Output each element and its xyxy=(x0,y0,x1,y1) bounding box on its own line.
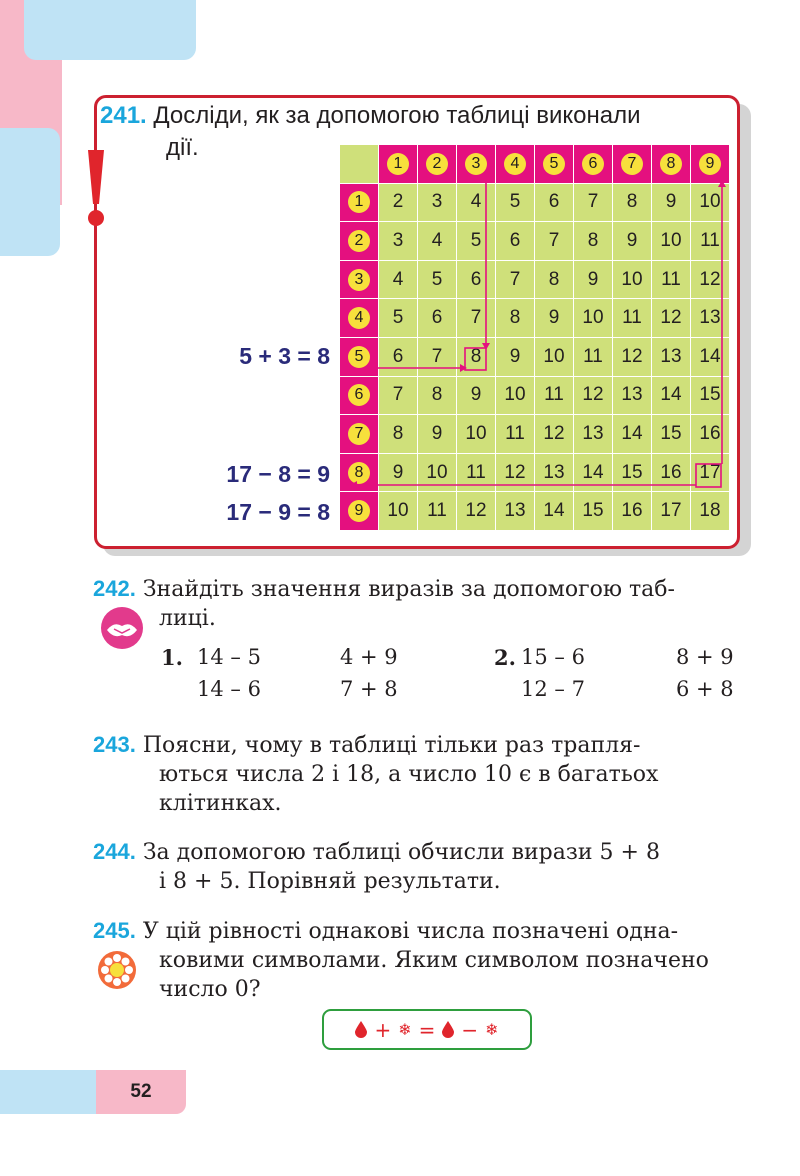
table-cell: 16 xyxy=(613,492,652,531)
table-cell: 13 xyxy=(574,415,613,454)
drop-icon xyxy=(355,1021,367,1038)
table-cell: 10 xyxy=(652,222,691,261)
table-cell: 5 xyxy=(457,222,496,261)
task-244-line: і 8 + 5. Порівняй результати. xyxy=(159,869,501,894)
task-242-line1: Знайдіть значення виразів за допомогою таб- xyxy=(142,577,675,602)
table-cell: 2 xyxy=(379,184,418,223)
table-cell: 11 xyxy=(691,222,730,261)
table-cell: 5 xyxy=(496,184,535,223)
header-number: 1 xyxy=(348,191,370,213)
table-cell: 3 xyxy=(418,184,457,223)
table-cell: 9 xyxy=(652,184,691,223)
task-241-line2: дії. xyxy=(166,134,199,161)
expression: 15 – 6 xyxy=(521,645,585,669)
equation-2: 17 − 8 = 9 xyxy=(226,461,330,487)
table-cell: 11 xyxy=(457,454,496,493)
equals-sign: = xyxy=(418,1017,436,1042)
table-cell: 9 xyxy=(574,261,613,300)
task-243-line: клітинках. xyxy=(159,791,282,816)
task-243-line: ються числа 2 і 18, а число 10 є в багатьох xyxy=(159,762,659,787)
row-header xyxy=(340,415,379,454)
table-cell: 16 xyxy=(691,415,730,454)
table-cell: 4 xyxy=(379,261,418,300)
plus-sign: + xyxy=(374,1017,392,1042)
table-cell: 15 xyxy=(574,492,613,531)
header-number: 1 xyxy=(387,153,409,175)
table-cell: 16 xyxy=(652,454,691,493)
table-cell: 14 xyxy=(691,338,730,377)
header-number: 9 xyxy=(348,500,370,522)
part-2-label: 2. xyxy=(494,645,516,670)
table-cell: 5 xyxy=(379,299,418,338)
header-number: 7 xyxy=(621,153,643,175)
task-244-line: За допомогою таблиці обчисли вирази 5 + 8 xyxy=(142,840,660,865)
table-cell: 11 xyxy=(574,338,613,377)
header-number: 5 xyxy=(348,346,370,368)
table-cell: 11 xyxy=(496,415,535,454)
row-header xyxy=(340,184,379,223)
table-cell: 6 xyxy=(496,222,535,261)
task-245-line: У цій рівності однакові числа позначені одна- xyxy=(142,919,679,944)
header-number: 2 xyxy=(426,153,448,175)
task-243-line: Поясни, чому в таблиці тільки раз трапля- xyxy=(142,733,641,758)
table-cell: 5 xyxy=(418,261,457,300)
part-1-label: 1. xyxy=(161,645,183,670)
task-242-text xyxy=(93,574,753,633)
task-number: 244. xyxy=(93,839,136,864)
column-header xyxy=(496,145,535,184)
table-cell: 12 xyxy=(652,299,691,338)
table-cell: 12 xyxy=(691,261,730,300)
page-number: 52 xyxy=(130,1081,152,1102)
table-cell: 7 xyxy=(574,184,613,223)
task-245-line: ковими символами. Яким символом позначено xyxy=(159,948,709,973)
row-header xyxy=(340,492,379,531)
header-number: 8 xyxy=(660,153,682,175)
table-cell: 6 xyxy=(379,338,418,377)
header-number: 7 xyxy=(348,423,370,445)
table-cell: 7 xyxy=(457,299,496,338)
task-242-line2: лиці. xyxy=(159,606,216,631)
table-cell: 10 xyxy=(613,261,652,300)
header-number: 4 xyxy=(504,153,526,175)
table-cell: 10 xyxy=(379,492,418,531)
addition-table xyxy=(340,145,730,531)
table-cell: 12 xyxy=(613,338,652,377)
table-cell: 8 xyxy=(379,415,418,454)
task-243-text xyxy=(93,730,753,818)
table-cell: 8 xyxy=(574,222,613,261)
table-cell: 7 xyxy=(535,222,574,261)
table-cell: 12 xyxy=(457,492,496,531)
task-number: 241. xyxy=(100,102,147,129)
row-header xyxy=(340,454,379,493)
table-cell: 3 xyxy=(379,222,418,261)
table-cell: 10 xyxy=(535,338,574,377)
row-header xyxy=(340,261,379,300)
table-cell: 10 xyxy=(691,184,730,223)
header-number: 8 xyxy=(348,462,370,484)
header-number: 6 xyxy=(582,153,604,175)
table-cell: 14 xyxy=(613,415,652,454)
column-header xyxy=(652,145,691,184)
table-cell: 18 xyxy=(691,492,730,531)
table-cell: 13 xyxy=(535,454,574,493)
table-cell: 17 xyxy=(691,454,730,493)
table-cell: 15 xyxy=(691,377,730,416)
table-cell: 15 xyxy=(652,415,691,454)
task-244-text xyxy=(93,837,753,896)
task-245-text xyxy=(93,916,753,1004)
table-cell: 14 xyxy=(535,492,574,531)
table-cell: 10 xyxy=(457,415,496,454)
row-header xyxy=(340,377,379,416)
table-cell: 8 xyxy=(613,184,652,223)
row-header xyxy=(340,299,379,338)
header-number: 9 xyxy=(699,153,721,175)
task-number: 243. xyxy=(93,732,136,757)
table-cell: 13 xyxy=(496,492,535,531)
drop-icon xyxy=(442,1021,454,1038)
table-cell: 8 xyxy=(535,261,574,300)
table-cell: 8 xyxy=(457,338,496,377)
expression: 14 – 5 xyxy=(197,645,261,669)
decor-blue-tab-side xyxy=(0,128,60,256)
task-241-line1: Досліди, як за допомогою таблиці виконали xyxy=(153,102,641,129)
minus-sign: − xyxy=(461,1017,479,1042)
table-cell: 6 xyxy=(418,299,457,338)
table-cell: 11 xyxy=(418,492,457,531)
table-cell: 4 xyxy=(418,222,457,261)
snowflake-icon: ❄ xyxy=(485,1020,499,1039)
expression: 4 + 9 xyxy=(340,645,398,669)
row-header xyxy=(340,222,379,261)
column-header xyxy=(379,145,418,184)
column-header xyxy=(535,145,574,184)
table-cell: 8 xyxy=(418,377,457,416)
column-header xyxy=(691,145,730,184)
table-cell: 11 xyxy=(652,261,691,300)
table-cell: 9 xyxy=(418,415,457,454)
table-cell: 9 xyxy=(496,338,535,377)
table-cell: 9 xyxy=(613,222,652,261)
table-cell: 10 xyxy=(574,299,613,338)
table-cell: 7 xyxy=(496,261,535,300)
table-cell: 6 xyxy=(457,261,496,300)
header-number: 5 xyxy=(543,153,565,175)
task-245-line: число 0? xyxy=(159,977,261,1002)
table-cell: 10 xyxy=(418,454,457,493)
table-cell: 13 xyxy=(613,377,652,416)
table-cell: 13 xyxy=(652,338,691,377)
table-cell: 7 xyxy=(418,338,457,377)
table-cell: 7 xyxy=(379,377,418,416)
table-cell: 11 xyxy=(613,299,652,338)
decor-blue-tab xyxy=(24,0,196,60)
expression: 6 + 8 xyxy=(676,677,734,701)
expression: 7 + 8 xyxy=(340,677,398,701)
column-header xyxy=(457,145,496,184)
header-number: 2 xyxy=(348,230,370,252)
table-cell: 9 xyxy=(535,299,574,338)
table-cell: 17 xyxy=(652,492,691,531)
table-cell: 8 xyxy=(496,299,535,338)
header-number: 4 xyxy=(348,307,370,329)
table-cell: 4 xyxy=(457,184,496,223)
expression: 14 – 6 xyxy=(197,677,261,701)
table-cell: 9 xyxy=(457,377,496,416)
column-header xyxy=(574,145,613,184)
table-cell: 6 xyxy=(535,184,574,223)
table-cell: 14 xyxy=(574,454,613,493)
expression: 8 + 9 xyxy=(676,645,734,669)
task-number: 245. xyxy=(93,918,136,943)
table-cell: 14 xyxy=(652,377,691,416)
header-number: 3 xyxy=(348,269,370,291)
table-cell: 15 xyxy=(613,454,652,493)
table-cell: 12 xyxy=(496,454,535,493)
table-cell: 12 xyxy=(535,415,574,454)
equation-3: 17 − 9 = 8 xyxy=(226,499,330,525)
symbol-equation xyxy=(322,1009,532,1050)
table-cell: 11 xyxy=(535,377,574,416)
table-cell: 10 xyxy=(496,377,535,416)
column-header xyxy=(418,145,457,184)
task-number: 242. xyxy=(93,576,136,601)
table-cell: 9 xyxy=(379,454,418,493)
equation-1: 5 + 3 = 8 xyxy=(239,343,330,369)
header-number: 6 xyxy=(348,384,370,406)
footer-bar xyxy=(0,1070,98,1114)
table-cell: 13 xyxy=(691,299,730,338)
table-corner xyxy=(340,145,379,184)
expression: 12 – 7 xyxy=(521,677,585,701)
header-number: 3 xyxy=(465,153,487,175)
column-header xyxy=(613,145,652,184)
table-cell: 12 xyxy=(574,377,613,416)
snowflake-icon: ❄ xyxy=(398,1020,412,1039)
row-header xyxy=(340,338,379,377)
